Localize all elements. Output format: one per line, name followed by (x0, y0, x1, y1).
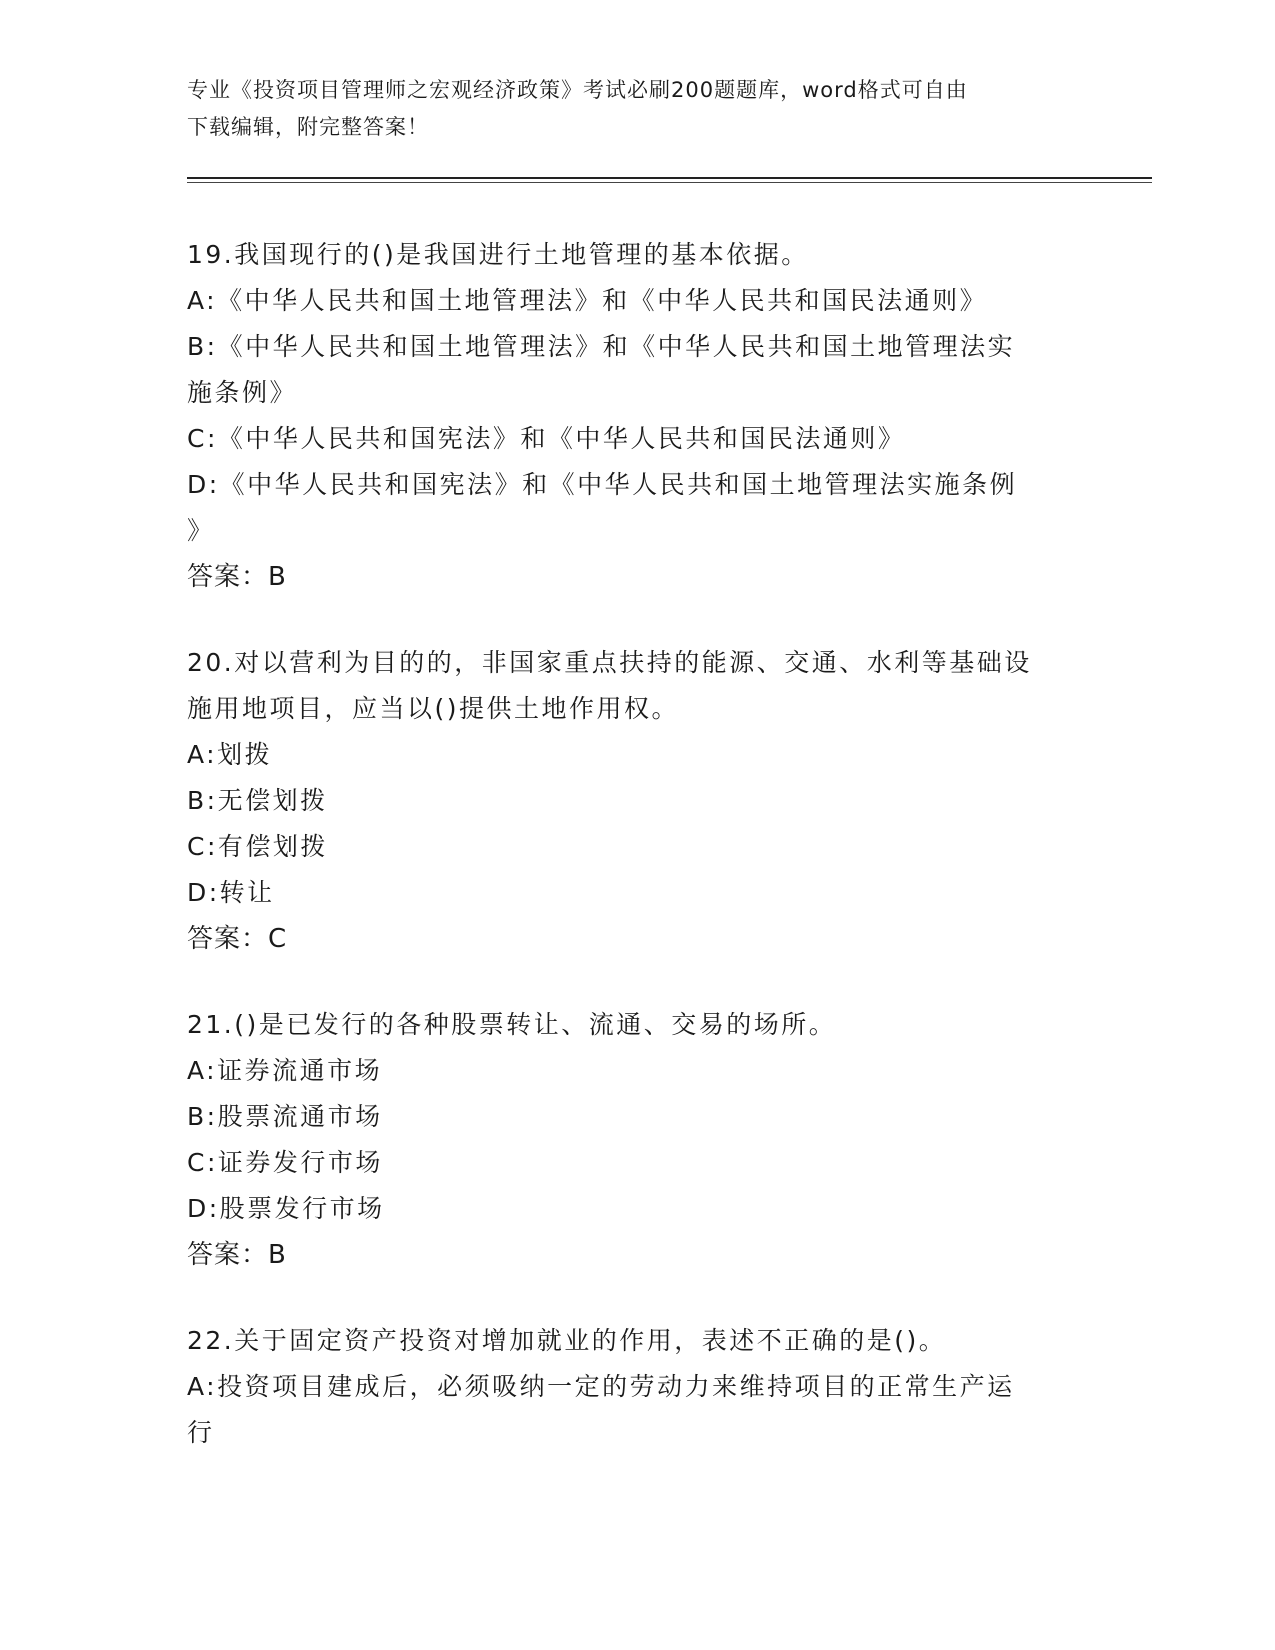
option-a: A:划拨 (187, 740, 273, 769)
question-text-continued: 施用地项目，应当以()提供土地作用权。 (187, 694, 680, 723)
option-c: C:有偿划拨 (187, 832, 328, 861)
option-d-continued: 》 (187, 516, 215, 545)
question-21 (187, 1002, 1067, 1278)
question-text: 19.我国现行的()是我国进行土地管理的基本依据。 (187, 240, 809, 269)
header-line: 下载编辑，附完整答案！ (187, 115, 429, 139)
question-text: 22.关于固定资产投资对增加就业的作用，表述不正确的是()。 (187, 1326, 947, 1355)
option-a: A:《中华人民共和国土地管理法》和《中华人民共和国民法通则》 (187, 286, 988, 315)
option-b: B:无偿划拨 (187, 786, 328, 815)
question-text: 20.对以营利为目的的，非国家重点扶持的能源、交通、水利等基础设 (187, 648, 1032, 677)
question-20 (187, 640, 1067, 962)
question-22 (187, 1318, 1067, 1456)
answer-line: 答案：C (187, 924, 288, 954)
question-text: 21.()是已发行的各种股票转让、流通、交易的场所。 (187, 1010, 837, 1039)
option-c: C:证券发行市场 (187, 1148, 383, 1177)
option-a: A:投资项目建成后，必须吸纳一定的劳动力来维持项目的正常生产运 (187, 1372, 1015, 1401)
question-list (187, 232, 1067, 1496)
answer-line: 答案：B (187, 1240, 287, 1270)
header-divider-thin (187, 182, 1152, 183)
header-line: 专业《投资项目管理师之宏观经济政策》考试必刷200题题库，word格式可自由 (187, 78, 968, 102)
option-b-continued: 施条例》 (187, 378, 298, 407)
option-c: C:《中华人民共和国宪法》和《中华人民共和国民法通则》 (187, 424, 906, 453)
option-d: D:《中华人民共和国宪法》和《中华人民共和国土地管理法实施条例 (187, 470, 1018, 499)
option-b: B:股票流通市场 (187, 1102, 383, 1131)
option-d: D:股票发行市场 (187, 1194, 385, 1223)
option-d: D:转让 (187, 878, 275, 907)
header-divider-thick (187, 177, 1152, 179)
option-b: B:《中华人民共和国土地管理法》和《中华人民共和国土地管理法实 (187, 332, 1016, 361)
answer-line: 答案：B (187, 562, 287, 592)
option-a: A:证券流通市场 (187, 1056, 383, 1085)
option-a-continued: 行 (187, 1418, 215, 1447)
document-header (187, 72, 1067, 146)
question-19 (187, 232, 1067, 600)
